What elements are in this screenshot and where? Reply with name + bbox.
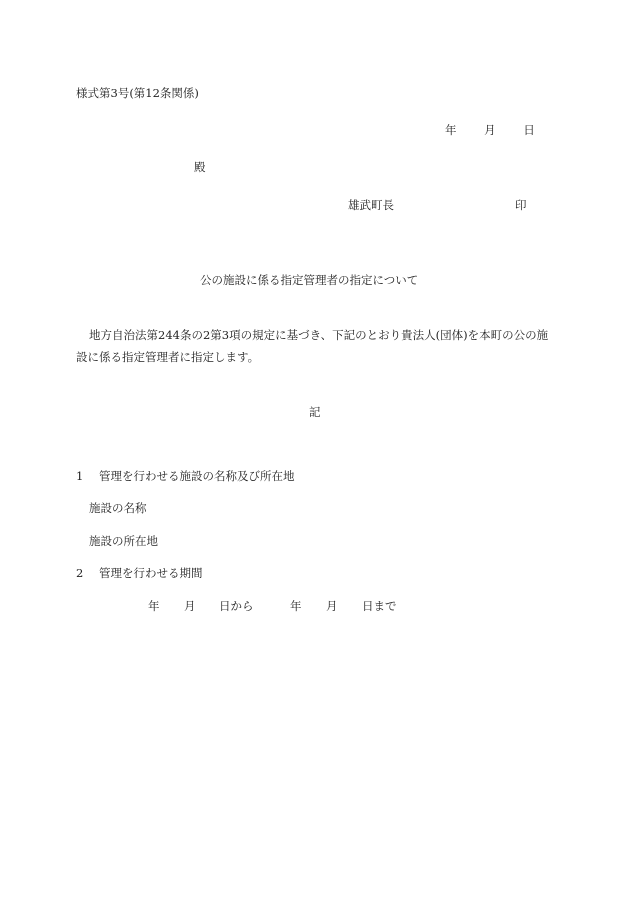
item-2 [76, 566, 202, 581]
item-1 [76, 469, 294, 484]
item-2-number: 2 [76, 566, 84, 580]
period-end-year: 年 [290, 599, 302, 613]
addressee-suffix: 殿 [194, 160, 206, 174]
sender-name: 雄武町長 [348, 198, 394, 212]
body-line-2: 設に係る指定管理者に指定します。 [76, 350, 260, 364]
seal-mark: 印 [515, 198, 527, 212]
record-heading: 記 [309, 405, 321, 419]
body-line-1: 地方自治法第244条の2第3項の規定に基づき、下記のとおり貴法人(団体)を本町の公の施 [89, 328, 549, 342]
item-1-number: 1 [76, 469, 84, 483]
document-title: 公の施設に係る指定管理者の指定について [200, 273, 419, 287]
date-year: 年 [445, 123, 457, 137]
period-start-year: 年 [148, 599, 160, 613]
item-1-label: 管理を行わせる施設の名称及び所在地 [98, 469, 295, 483]
item-2-label: 管理を行わせる期間 [98, 566, 203, 580]
date-day: 日 [523, 123, 535, 137]
form-number: 様式第3号(第12条関係) [76, 86, 199, 100]
period-end-day: 日まで [362, 599, 397, 613]
period-start-month: 月 [184, 599, 196, 613]
date-month: 月 [484, 123, 496, 137]
period-end-month: 月 [326, 599, 338, 613]
sub-item-facility-name: 施設の名称 [89, 501, 147, 515]
date-line [445, 123, 535, 138]
sub-item-facility-location: 施設の所在地 [89, 534, 158, 548]
period-start-day: 日から [219, 599, 254, 613]
